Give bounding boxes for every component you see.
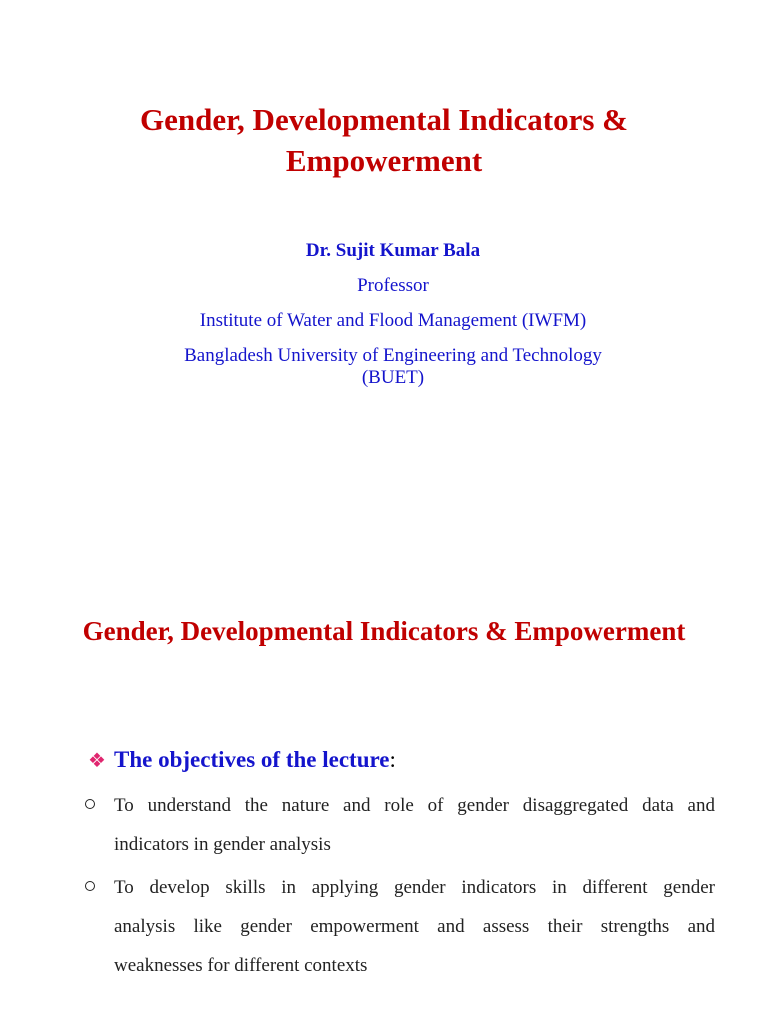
diamond-bullet-icon: ❖ (88, 750, 106, 772)
page-title-line-1: Gender, Developmental Indicators & (140, 102, 628, 137)
objective-1-line-2: indicators in gender analysis (114, 834, 331, 855)
circle-bullet-icon (85, 799, 95, 809)
objective-2-line-1: To develop skills in applying gender indicators in different gender (114, 877, 715, 898)
objectives-colon: : (389, 747, 396, 772)
objective-2-line-2: analysis like gender empowerment and assess their strengths and (114, 916, 715, 937)
objective-item-2 (82, 868, 715, 985)
author-university-line-1: Bangladesh University of Engineering and Technology (184, 345, 602, 366)
objective-item-1 (82, 786, 715, 864)
circle-bullet-icon (85, 881, 95, 891)
author-name: Dr. Sujit Kumar Bala (305, 240, 481, 261)
author-university-line-2: (BUET) (361, 367, 425, 388)
objective-1-line-1: To understand the nature and role of gender disaggregated data and (114, 795, 715, 816)
section-title: Gender, Developmental Indicators & Empowerment (82, 616, 686, 646)
objectives-heading-row (88, 744, 396, 777)
page-title-line-2: Empowerment (285, 143, 483, 178)
objectives-heading: The objectives of the lecture (114, 747, 390, 772)
author-role: Professor (357, 275, 429, 296)
author-institute: Institute of Water and Flood Management (IWFM) (199, 310, 587, 331)
objective-2-line-3: weaknesses for different contexts (114, 955, 368, 976)
